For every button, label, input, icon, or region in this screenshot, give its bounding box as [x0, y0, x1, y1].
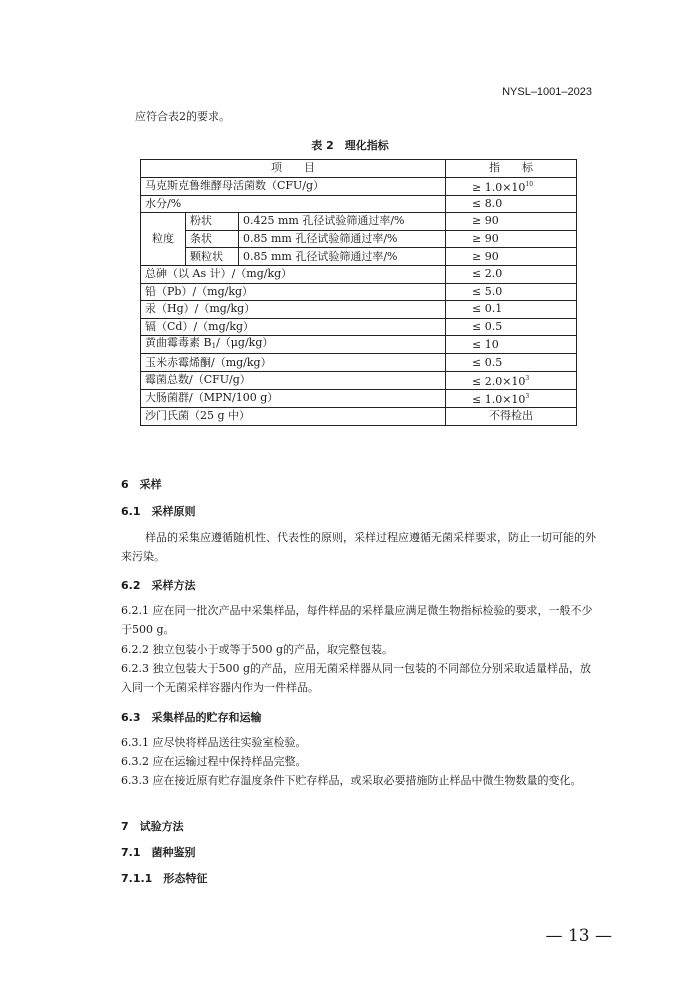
row-item: 0.85 mm 孔径试验筛通过率/% [239, 248, 446, 266]
header-index: 指 标 [446, 160, 577, 178]
row-index: ≤ 8.0 [446, 195, 577, 213]
table-row [141, 248, 577, 266]
row-index [446, 177, 577, 195]
table-row [141, 371, 577, 389]
section-6-2-3: 6.2.3 独立包装大于500 g的产品，应用无菌采样器从同一包装的不同部位分别采取适量样品，放入同一个无菌采样容器内作为一件样品。 [121, 662, 592, 694]
row-index [446, 389, 577, 407]
row-item: 沙门氏菌（25 g 中） [141, 407, 446, 425]
header-item: 项 目 [141, 160, 446, 178]
row-subitem: 颗粒状 [186, 248, 239, 266]
row-item: 镉（Cd）/（mg/kg） [141, 318, 446, 336]
row-item: 大肠菌群/（MPN/100 g） [141, 389, 446, 407]
intro-text: 应符合表2的要求。 [135, 110, 230, 123]
table-row [141, 283, 577, 301]
group-label: 粒度 [141, 213, 186, 266]
spec-table [140, 159, 577, 426]
table-row [141, 195, 577, 213]
index-value: ≥ 1.0×10 [472, 180, 526, 194]
row-item: 霉菌总数/（CFU/g） [141, 371, 446, 389]
table-row [141, 336, 577, 354]
index-value: ≤ 2.0×10 [472, 374, 526, 388]
row-index: ≤ 0.1 [446, 301, 577, 319]
item-unit: /（μg/kg） [216, 336, 274, 350]
row-item: 水分/% [141, 195, 446, 213]
item-text: 黄曲霉毒素 B [145, 336, 212, 350]
section-6-2-2: 6.2.2 独立包装小于或等于500 g的产品，取完整包装。 [121, 643, 394, 656]
row-index [446, 371, 577, 389]
row-item: 总砷（以 As 计）/（mg/kg） [141, 265, 446, 283]
row-index: ≥ 90 [446, 213, 577, 231]
section-6-1-text: 样品的采集应遵循随机性、代表性的原则，采样过程应遵循无菌采样要求，防止一切可能的外来污染。 [121, 531, 596, 563]
section-6-2-1: 6.2.1 应在同一批次产品中采集样品，每件样品的采样量应满足微生物指标检验的要求，一般不少于500 g。 [121, 604, 593, 636]
table-row [141, 265, 577, 283]
row-item: 马克斯克鲁维酵母活菌数（CFU/g） [141, 177, 446, 195]
table-row [141, 230, 577, 248]
section-7-1-title: 7.1 菌种鉴别 [121, 846, 196, 859]
index-exp: 10 [525, 180, 534, 188]
section-6-3-3: 6.3.3 应在接近原有贮存温度条件下贮存样品，或采取必要措施防止样品中微生物数量的变化。 [121, 774, 582, 787]
row-subitem: 条状 [186, 230, 239, 248]
row-index: ≥ 90 [446, 230, 577, 248]
section-6-3-title: 6.3 采集样品的贮存和运输 [121, 711, 262, 724]
row-item: 铅（Pb）/（mg/kg） [141, 283, 446, 301]
table-caption: 表 2 理化指标 [311, 139, 389, 152]
row-item: 汞（Hg）/（mg/kg） [141, 301, 446, 319]
section-7-1-1-title: 7.1.1 形态特征 [121, 872, 208, 885]
table-row [141, 301, 577, 319]
row-index: ≤ 2.0 [446, 265, 577, 283]
item-subscript: 1 [211, 342, 217, 351]
table-row [141, 318, 577, 336]
row-item: 0.425 mm 孔径试验筛通过率/% [239, 213, 446, 231]
row-index: 不得检出 [446, 407, 577, 425]
section-6-2-title: 6.2 采样方法 [121, 579, 196, 592]
table-row [141, 407, 577, 425]
row-index: ≤ 5.0 [446, 283, 577, 301]
table-row [141, 354, 577, 372]
row-item: 0.85 mm 孔径试验筛通过率/% [239, 230, 446, 248]
index-exp: 3 [525, 392, 530, 400]
row-subitem: 粉状 [186, 213, 239, 231]
document-code: NYSL–1001–2023 [502, 86, 592, 98]
index-exp: 3 [525, 374, 530, 382]
section-6-3-1: 6.3.1 应尽快将样品送往实验室检验。 [121, 736, 307, 749]
row-index: ≤ 10 [446, 336, 577, 354]
row-index: ≥ 90 [446, 248, 577, 266]
section-6-title: 6 采样 [121, 478, 162, 491]
page-number: — 13 — [545, 926, 612, 946]
table-row [141, 389, 577, 407]
row-index: ≤ 0.5 [446, 318, 577, 336]
row-item: 玉米赤霉烯酮/（mg/kg） [141, 354, 446, 372]
row-index: ≤ 0.5 [446, 354, 577, 372]
table-row [141, 177, 577, 195]
section-6-1-title: 6.1 采样原则 [121, 505, 196, 518]
section-7-title: 7 试验方法 [121, 820, 184, 833]
index-value: ≤ 1.0×10 [472, 392, 526, 406]
table-header-row [141, 160, 577, 178]
section-6-3-2: 6.3.2 应在运输过程中保持样品完整。 [121, 755, 307, 768]
table-row [141, 213, 577, 231]
row-item [141, 336, 446, 354]
